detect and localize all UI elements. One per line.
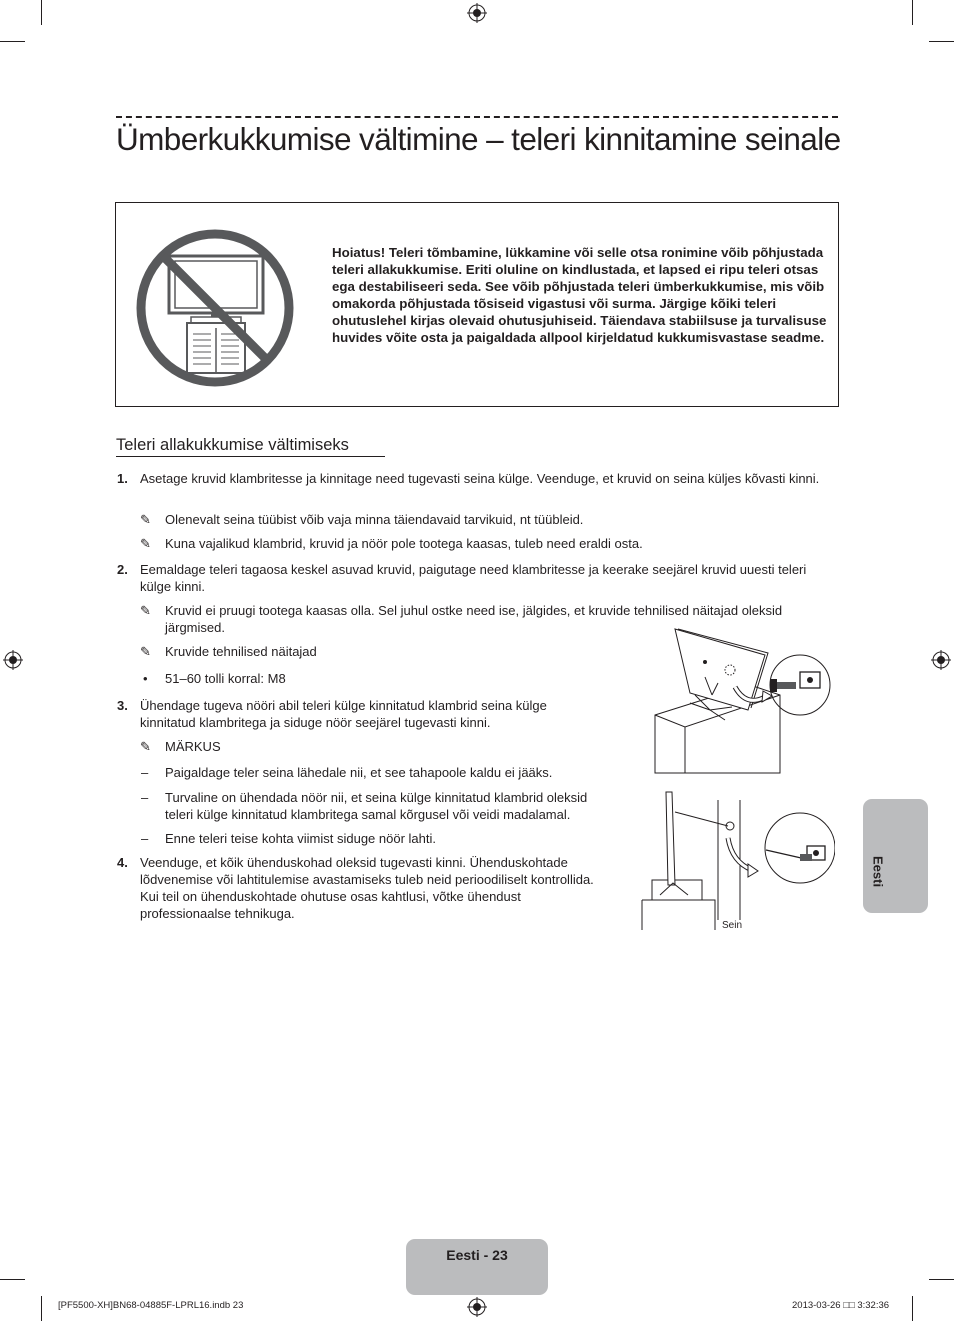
crop-mark xyxy=(912,1296,913,1321)
language-side-tab-label: Eesti xyxy=(870,856,886,888)
step-text: Ühendage tugeva nööri abil teleri külge kinnitatud klambrid seina külge kinnitatud klambritega ja siduge nöör seejärel tugevasti kinni. xyxy=(140,698,547,730)
step-note: Kruvid ei pruugi tootega kaasas olla. Sel juhul ostke need ise, jälgides, et kruvide tehnilised näitajad oleksid järgmised. xyxy=(165,603,783,635)
page-number: Eesti - 23 xyxy=(446,1247,508,1263)
dash-icon: – xyxy=(141,790,149,805)
crop-mark xyxy=(929,1279,954,1280)
crop-mark xyxy=(0,41,25,42)
step-note: Kruvide tehnilised näitajad xyxy=(165,644,317,659)
step-text: Veenduge, et kõik ühenduskohad oleksid tugevasti kinni. Ühenduskohtade lõdvenemise või lahtitulemise avastamiseks tuleb neid perioodiliselt kontrollida. Kui teil on ühenduskohtade ohutuse osas kahtlusi, võtke ühendust professionaalse tehnikuga. xyxy=(140,855,594,921)
bullet-icon: • xyxy=(143,671,148,686)
crop-mark xyxy=(41,1296,42,1321)
pencil-note-icon: ✎ xyxy=(140,512,151,527)
dash-icon: – xyxy=(141,765,149,780)
registration-mark-icon xyxy=(931,650,951,670)
registration-mark-icon xyxy=(467,3,487,23)
step-text: Asetage kruvid klambritesse ja kinnitage need tugevasti seina külge. Veenduge, et kruvid on seina küljes kõvasti kinni. xyxy=(140,471,820,486)
crop-mark xyxy=(41,0,42,25)
section-heading-underline xyxy=(116,456,385,457)
step-number: 3. xyxy=(117,698,128,713)
crop-mark xyxy=(929,41,954,42)
registration-mark-icon xyxy=(3,650,23,670)
step-number: 1. xyxy=(117,471,128,486)
registration-mark-icon xyxy=(467,1297,487,1317)
no-tv-on-cabinet-icon xyxy=(133,226,297,390)
wall-label: Sein xyxy=(722,920,743,931)
title-rule xyxy=(116,116,838,118)
bullet-item: 51–60 tolli korral: M8 xyxy=(165,671,286,686)
dash-item: Turvaline on ühendada nöör nii, et seina külge kinnitatud klambrid oleksid teleri külge kinnitatud klambritega samal kõrgusel või veidi madalamal. xyxy=(165,790,588,822)
step-note: Kuna vajalikud klambrid, kruvid ja nöör pole tootega kaasas, tuleb need eraldi osta. xyxy=(165,536,643,551)
step-note: Olenevalt seina tüübist võib vaja minna täiendavaid tarvikuid, nt tüübleid. xyxy=(165,512,584,527)
step-number: 2. xyxy=(117,562,128,577)
dash-item: Paigaldage teler seina lähedale nii, et see tahapoole kaldu ei jääks. xyxy=(165,765,553,780)
footer-timestamp: 2013-03-26 □□ 3:32:36 xyxy=(792,1300,890,1311)
footer-file: [PF5500-XH]BN68-04885F-LPRL16.indb 23 xyxy=(58,1300,244,1311)
pencil-note-icon: ✎ xyxy=(140,603,151,618)
crop-mark xyxy=(912,0,913,25)
crop-mark xyxy=(0,1279,25,1280)
section-heading: Teleri allakukkumise vältimiseks xyxy=(116,436,349,454)
warning-text: Hoiatus! Teleri tõmbamine, lükkamine või selle otsa ronimine võib põhjustada teleri allakukkumise. Eriti oluline on kindlustada, et lapsed ei ripu teleri otsas ega destabiliseeri seda. See võib põhjustada teleri ümberkukkumise, mis võib omakorda põhjustada tõsiseid vigastusi või surma. Järgige kõiki teleri ohutuslehel kirjas olevaid ohutusjuhiseid. Täiendava stabiilsuse ja turvalisuse huvides võite osta ja paigaldada allpool kirjeldatud kukkumisvastase seadme. xyxy=(332,245,827,345)
pencil-note-icon: ✎ xyxy=(140,644,151,659)
dash-icon: – xyxy=(141,831,149,846)
tv-wall-tie-illustration xyxy=(640,790,835,930)
tv-bracket-illustration xyxy=(650,625,835,775)
dash-item: Enne teleri teise kohta viimist siduge nöör lahti. xyxy=(165,831,436,846)
note-label: MÄRKUS xyxy=(165,739,221,754)
pencil-note-icon: ✎ xyxy=(140,739,151,754)
step-text: Eemaldage teleri tagaosa keskel asuvad kruvid, paigutage need klambritesse ja keerake seejärel kruvid uuesti teleri külge kinni. xyxy=(140,562,807,594)
pencil-note-icon: ✎ xyxy=(140,536,151,551)
step-number: 4. xyxy=(117,855,128,870)
page-title: Ümberkukkumise vältimine – teleri kinnitamine seinale xyxy=(116,121,841,157)
